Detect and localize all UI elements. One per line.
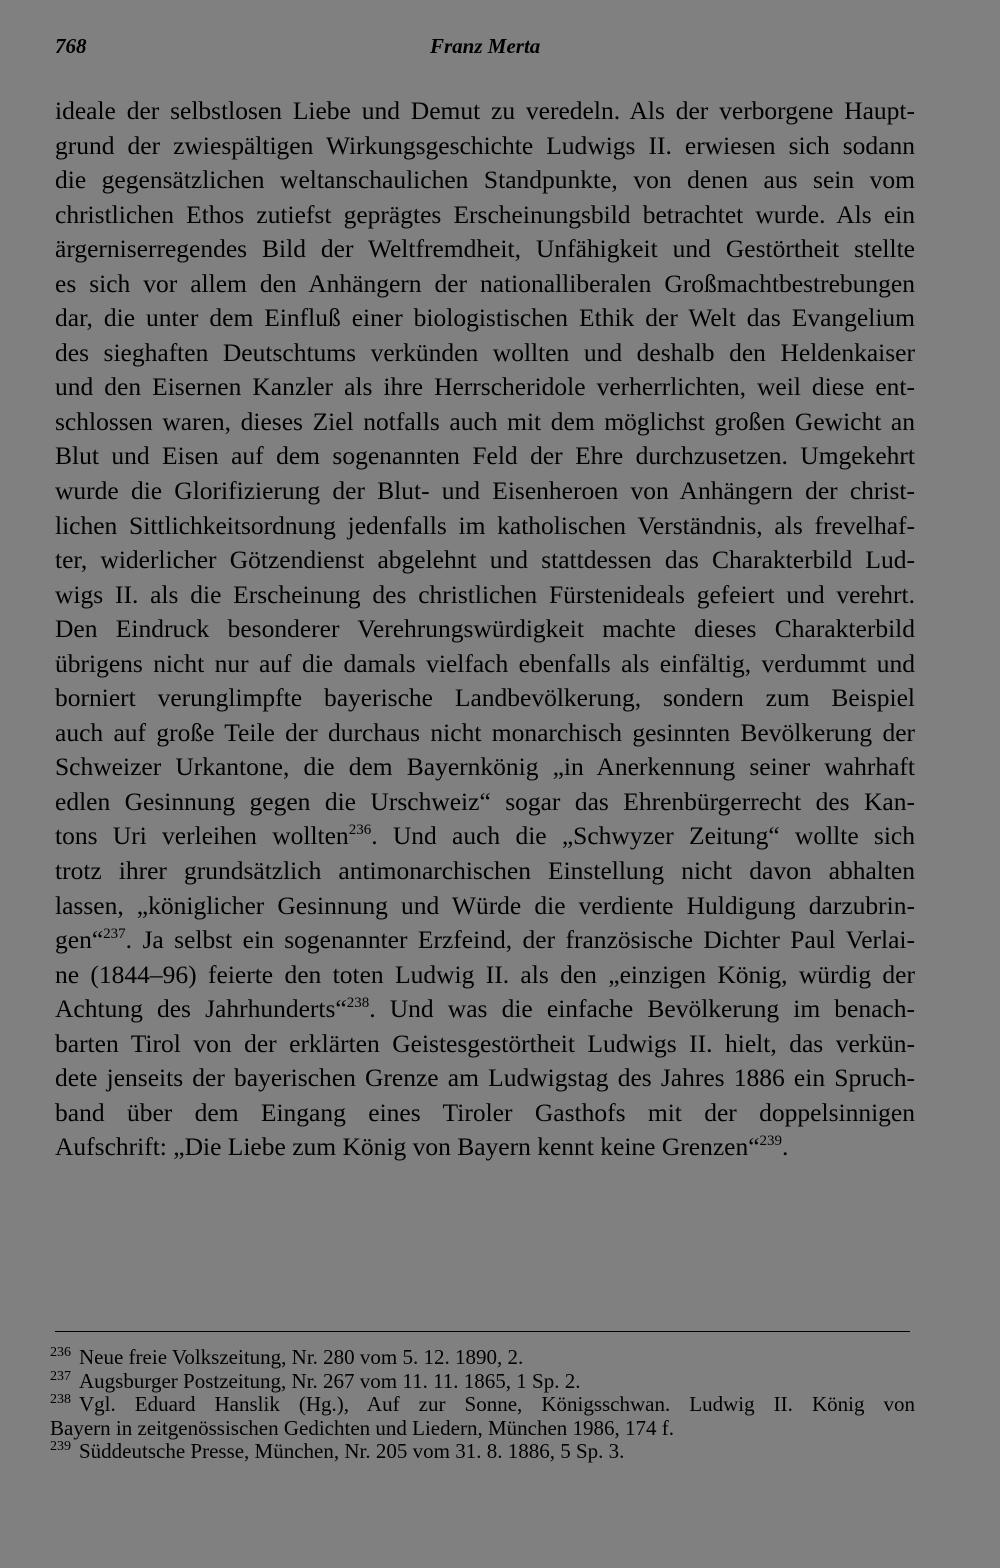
line-text: Achtung des Jahrhunderts“	[55, 994, 347, 1024]
text-line: Blut und Eisen auf dem sogenannten Feld der Ehre durchzusetzen. Umgekehrt	[55, 441, 915, 471]
text-line: übrigens nicht nur auf die damals vielfach ebenfalls als einfältig, verdummt und	[55, 648, 915, 678]
text-line: Den Eindruck besonderer Verehrungswürdigkeit machte dieses Charakterbild	[55, 614, 915, 644]
footnote	[50, 1440, 915, 1464]
text-line: christlichen Ethos zutiefst geprägtes Erscheinungsbild betrachtet wurde. Als ein	[55, 199, 915, 229]
text-line: barten Tirol von der erklärten Geistesgestörtheit Ludwigs II. hielt, das verkün-	[55, 1028, 915, 1058]
line-text: .	[782, 1132, 789, 1162]
footnote-divider	[55, 1331, 910, 1332]
text-line: band über dem Eingang eines Tiroler Gasthofs mit der doppelsinnigen	[55, 1097, 915, 1127]
line-text: tons Uri verleihen wollten	[55, 821, 349, 851]
text-line: lichen Sittlichkeitsordnung jedenfalls im katholischen Verständnis, als frevelhaf-	[55, 510, 915, 540]
text-line: es sich vor allem den Anhängern der nationalliberalen Großmachtbestrebungen	[55, 268, 915, 298]
footnote-ref: 237	[103, 926, 126, 943]
text-line: trotz ihrer grundsätzlich antimonarchischen Einstellung nicht davon abhalten	[55, 856, 915, 886]
line-text: . Ja selbst ein sogenannter Erzfeind, der französische Dichter Paul Verlai-	[125, 925, 915, 955]
text-line: und den Eisernen Kanzler als ihre Herrscheridole verherrlichten, weil diese ent-	[55, 372, 915, 402]
text-line: lassen, „königlicher Gesinnung und Würde die verdiente Huldigung darzubrin-	[55, 890, 915, 920]
text-line: des sieghaften Deutschtums verkünden wollten und deshalb den Heldenkaiser	[55, 337, 915, 367]
footnote-ref: 239	[759, 1133, 783, 1150]
text-line: edlen Gesinnung gegen die Urschweiz“ sogar das Ehrenbürgerrecht des Kan-	[55, 786, 915, 816]
footnote-text: Neue freie Volkszeitung, Nr. 280 vom 5. 12. 1890, 2.	[79, 1345, 524, 1369]
line-text: gen“	[55, 925, 104, 955]
text-line: wurde die Glorifizierung der Blut- und Eisenheroen von Anhängern der christ-	[55, 476, 915, 506]
footnote-number: 238	[50, 1392, 71, 1407]
text-line: auch auf große Teile der durchaus nicht monarchisch gesinnten Bevölkerung der	[55, 717, 915, 747]
text-line	[55, 1130, 915, 1165]
text-line	[55, 923, 915, 958]
line-text: Aufschrift: „Die Liebe zum König von Bayern kennt keine Grenzen“	[55, 1132, 760, 1162]
text-line: dete jenseits der bayerischen Grenze am Ludwigstag des Jahres 1886 ein Spruch-	[55, 1063, 915, 1093]
footnote-continuation: Bayern in zeitgenössischen Gedichten und Liedern, München 1986, 174 f.	[50, 1415, 675, 1440]
footnote	[50, 1393, 915, 1417]
text-line	[55, 819, 915, 854]
footnote-number: 236	[50, 1345, 71, 1360]
line-text: . Und was die einfache Bevölkerung im benach-	[369, 994, 915, 1024]
text-line	[55, 992, 915, 1027]
text-line: borniert verunglimpfte bayerische Landbevölkerung, sondern zum Beispiel	[55, 683, 915, 713]
text-line: die gegensätzlichen weltanschaulichen Standpunkte, von denen aus sein vom	[55, 165, 915, 195]
footnote	[50, 1370, 915, 1394]
footnotes	[50, 1346, 915, 1464]
footnote-number: 239	[50, 1439, 71, 1454]
footnote-ref: 236	[348, 822, 372, 839]
page-header	[55, 34, 945, 64]
text-line: ter, widerlicher Götzendienst abgelehnt und stattdessen das Charakterbild Lud-	[55, 545, 915, 575]
footnote-number: 237	[50, 1368, 71, 1384]
text-line: wigs II. als die Erscheinung des christlichen Fürstenideals gefeiert und verehrt.	[55, 579, 915, 609]
page-number: 768	[55, 34, 87, 58]
text-line: schlossen waren, dieses Ziel notfalls auch mit dem möglichst großen Gewicht an	[55, 406, 915, 436]
footnote	[50, 1346, 915, 1370]
footnote-ref: 238	[346, 995, 370, 1012]
main-text	[55, 94, 915, 1165]
footnote-text: Süddeutsche Presse, München, Nr. 205 vom 31. 8. 1886, 5 Sp. 3.	[79, 1439, 625, 1463]
line-text: . Und auch die „Schwyzer Zeitung“ wollte sich	[371, 821, 915, 851]
footnote-text: Augsburger Postzeitung, Nr. 267 vom 11. 11. 1865, 1 Sp. 2.	[79, 1368, 581, 1393]
running-head: Franz Merta	[430, 34, 541, 58]
text-line: ideale der selbstlosen Liebe und Demut zu veredeln. Als der verborgene Haupt-	[55, 96, 915, 125]
text-line: Schweizer Urkantone, die dem Bayernkönig „in Anerkennung seiner wahrhaft	[55, 752, 915, 782]
text-line: ärgerniserregendes Bild der Weltfremdheit, Unfähigkeit und Gestörtheit stellte	[55, 234, 915, 264]
text-line: ne (1844–96) feierte den toten Ludwig II. als den „einzigen König, würdig der	[55, 959, 915, 989]
text-line: dar, die unter dem Einfluß einer biologistischen Ethik der Welt das Evangelium	[55, 303, 915, 333]
footnote-text: Vgl. Eduard Hanslik (Hg.), Auf zur Sonne, Königsschwan. Ludwig II. König von	[79, 1392, 915, 1416]
text-line: grund der zwiespältigen Wirkungsgeschichte Ludwigs II. erwiesen sich sodann	[55, 130, 915, 160]
